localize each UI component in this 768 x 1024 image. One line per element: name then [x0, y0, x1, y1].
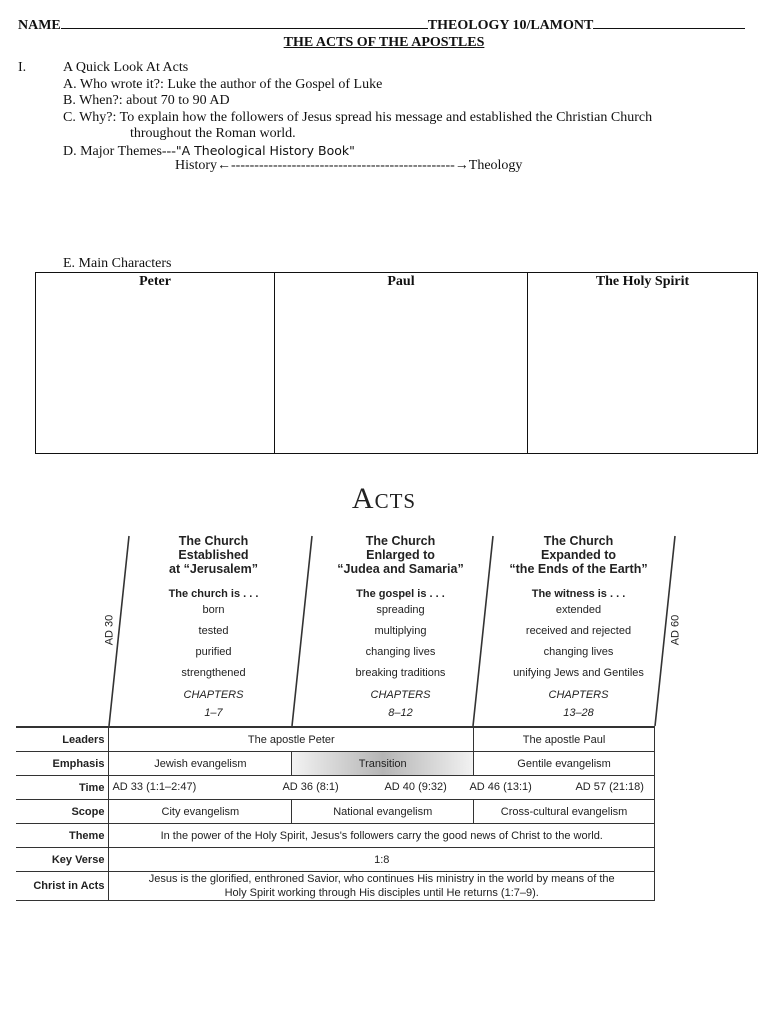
row-label: Christ in Acts	[16, 872, 109, 901]
ad-left-label: AD 30	[103, 614, 116, 646]
arrow-dashes: ------------------------------------------------	[231, 158, 455, 173]
row-time	[16, 776, 655, 800]
course-label: THEOLOGY 10/LAMONT	[427, 18, 594, 33]
outline-section	[63, 60, 743, 160]
col-chapters-label: CHAPTERS	[183, 689, 244, 701]
christ-in-acts-text	[109, 872, 655, 901]
leaders-paul: The apostle Paul	[474, 727, 655, 752]
time-point: AD 40 (9:32)	[384, 781, 447, 793]
christ-line: Jesus is the glorified, enthroned Savior, who continues His ministry in the world by means of the	[148, 873, 615, 885]
col-chapters: 13–28	[563, 707, 594, 719]
col-head-line: Enlarged to	[366, 548, 435, 562]
outline-item-a: A. Who wrote it?: Luke the author of the Gospel of Luke	[63, 76, 383, 92]
name-blank[interactable]	[61, 16, 428, 29]
outline-item-c: C. Why?: To explain how the followers of Jesus spread his message and established the Christian Church	[63, 109, 653, 125]
row-label: Leaders	[16, 727, 109, 752]
col-item: breaking traditions	[355, 667, 446, 679]
row-label: Scope	[16, 800, 109, 824]
col-chapters-label: CHAPTERS	[370, 689, 431, 701]
outline-item-d-quote: "A Theological History Book"	[175, 142, 355, 158]
time-point: AD 36 (8:1)	[282, 781, 339, 793]
col-item: born	[202, 604, 225, 616]
scope-city: City evangelism	[109, 800, 292, 824]
outline-item-b: B. When?: about 70 to 90 AD	[63, 93, 230, 108]
col-item: spreading	[376, 604, 425, 616]
time-point: AD 46 (13:1)	[469, 781, 532, 793]
course-blank	[593, 16, 745, 29]
ad-right-label: AD 60	[669, 614, 682, 646]
scope-cross-cultural: Cross-cultural evangelism	[474, 800, 655, 824]
acts-chart-title: Acts	[351, 482, 417, 515]
header-line	[18, 16, 748, 34]
emphasis-transition: Transition	[292, 752, 474, 776]
row-label: Emphasis	[16, 752, 109, 776]
page-title: THE ACTS OF THE APOSTLES	[283, 35, 485, 50]
time-point: AD 33 (1:1–2:47)	[112, 781, 197, 793]
col-item: multiplying	[374, 625, 427, 637]
col-subhead: The gospel is . . .	[356, 588, 445, 600]
emphasis-jewish: Jewish evangelism	[109, 752, 292, 776]
row-label: Key Verse	[16, 848, 109, 872]
name-label: NAME	[18, 18, 61, 33]
col-head-line: The Church	[178, 534, 249, 548]
col-item: received and rejected	[525, 625, 632, 637]
acts-chart	[0, 470, 768, 930]
christ-line: Holy Spirit working through His disciples until He returns (1:7–9).	[224, 887, 539, 899]
row-theme	[16, 824, 655, 848]
main-characters-table	[35, 272, 758, 454]
col-head-line: Established	[178, 548, 249, 562]
col-chapters-label: CHAPTERS	[548, 689, 609, 701]
row-emphasis	[16, 752, 655, 776]
arrow-left-label: History←	[175, 158, 231, 173]
arrow-right-label: →Theology	[454, 158, 523, 173]
col-head-line: Expanded to	[540, 548, 616, 562]
character-cell-paul[interactable]: Paul	[275, 273, 528, 454]
emphasis-gentile: Gentile evangelism	[474, 752, 655, 776]
col-subhead: The church is . . .	[168, 588, 259, 600]
outline-item-d-prefix: D. Major Themes---	[63, 143, 176, 159]
row-christ-in-acts	[16, 872, 655, 901]
col-item: extended	[555, 604, 602, 616]
col-item: tested	[198, 625, 229, 637]
outline-heading: A Quick Look At Acts	[63, 60, 189, 75]
scope-national: National evangelism	[292, 800, 474, 824]
row-label: Time	[16, 776, 109, 800]
col-head-line: The Church	[543, 534, 614, 548]
col-chapters: 8–12	[388, 707, 413, 719]
col-head-line: The Church	[365, 534, 436, 548]
row-scope	[16, 800, 655, 824]
history-theology-arrow	[175, 158, 522, 174]
col-item: unifying Jews and Gentiles	[513, 667, 644, 679]
col-item: strengthened	[181, 667, 246, 679]
key-verse-text: 1:8	[109, 848, 655, 872]
row-label: Theme	[16, 824, 109, 848]
col-head-line: “Judea and Samaria”	[337, 562, 464, 576]
time-cell	[109, 776, 655, 800]
col-head-line: at “Jerusalem”	[169, 562, 258, 576]
character-cell-peter[interactable]: Peter	[36, 273, 275, 454]
col-item: purified	[195, 646, 232, 658]
chart-column-judea-samaria	[318, 534, 483, 720]
col-head-line: “the Ends of the Earth”	[509, 562, 648, 576]
acts-summary-table	[16, 726, 655, 901]
col-subhead: The witness is . . .	[531, 588, 626, 600]
col-item: changing lives	[543, 646, 614, 658]
col-item: changing lives	[365, 646, 436, 658]
character-cell-holy-spirit[interactable]: The Holy Spirit	[528, 273, 758, 454]
outline-roman-numeral: I.	[18, 60, 27, 75]
chart-column-ends-of-earth	[496, 534, 661, 720]
time-point: AD 57 (21:18)	[575, 781, 644, 793]
theme-text: In the power of the Holy Spirit, Jesus's followers carry the good news of Christ to the world.	[109, 824, 655, 848]
outline-item-c-cont: throughout the Roman world.	[130, 126, 296, 141]
leaders-peter: The apostle Peter	[109, 727, 474, 752]
col-chapters: 1–7	[204, 707, 223, 719]
chart-column-jerusalem	[131, 534, 296, 720]
row-leaders	[16, 727, 655, 752]
outline-item-e: E. Main Characters	[63, 256, 172, 271]
row-key-verse	[16, 848, 655, 872]
